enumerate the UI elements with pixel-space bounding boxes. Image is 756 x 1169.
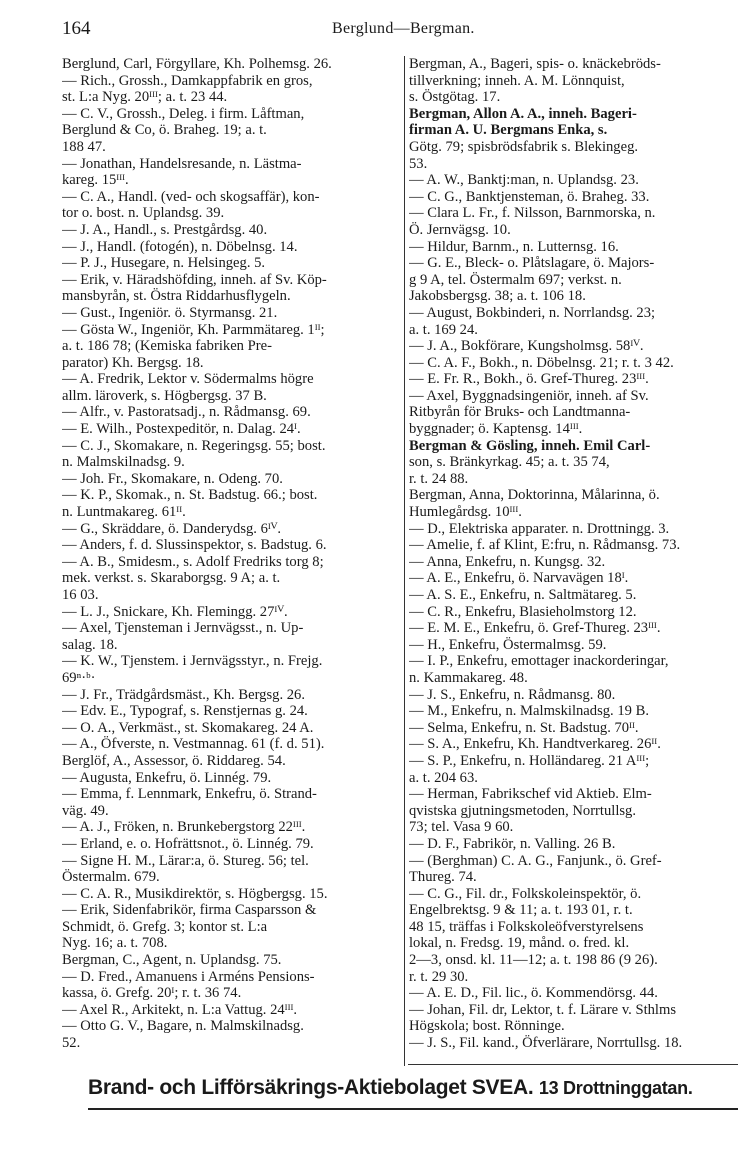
entry-line: — A. J., Fröken, n. Brunkebergstorg 22ᴵᴵᴵ.	[62, 819, 306, 836]
entry-line: son, s. Bränkyrkag. 45; a. t. 35 74,	[409, 454, 610, 471]
entry-line: kareg. 15ᴵᴵᴵ.	[62, 172, 129, 189]
entry-line: allm. läroverk, s. Högbergsg. 37 B.	[62, 387, 267, 404]
entry-line: r. t. 24 88.	[409, 470, 469, 487]
entry-line: — (Berghman) C. A. G., Fanjunk., ö. Gref-	[409, 852, 662, 869]
entry-line: — J. S., Enkefru, n. Rådmansg. 80.	[409, 686, 616, 703]
entry-line: 16 03.	[62, 587, 99, 603]
entry-line: Ö. Jernvägsg. 10.	[409, 221, 511, 238]
entry-line: — K. W., Tjenstem. i Jernvägsstyr., n. Frejg.	[62, 653, 323, 670]
entry-line: — Axel, Byggnadsingeniör, inneh. af Sv.	[409, 387, 649, 404]
entry-line: Högskola; bost. Rönninge.	[409, 1018, 565, 1035]
entry-line: st. L:a Nyg. 20ᴵᴵᴵ; a. t. 23 44.	[62, 89, 228, 106]
entry-line: — C. A. F., Bokh., n. Döbelnsg. 21; r. t. 3 42.	[409, 354, 674, 371]
entry-line: — Axel, Tjensteman i Jernvägsst., n. Up-	[62, 620, 304, 637]
entry-line: tor o. bost. n. Uplandsg. 39.	[62, 205, 225, 222]
page-number: 164	[62, 18, 91, 39]
entry-line: — C. G., Fil. dr., Folkskoleinspektör, ö.	[409, 885, 642, 902]
entry-line: — Anders, f. d. Slussinspektor, s. Badstug. 6.	[62, 537, 327, 554]
entry-line: n. Kammakareg. 48.	[409, 669, 528, 686]
entry-line: — Otto G. V., Bagare, n. Malmskilnadsg.	[62, 1018, 304, 1035]
entry-line: väg. 49.	[62, 802, 109, 819]
entry-line: — E. Wilh., Postexpeditör, n. Dalag. 24ᴵ.	[62, 421, 301, 438]
entry-line: firman A. U. Bergmans Enka, s.	[409, 122, 608, 139]
entry-line: — C. R., Enkefru, Blasieholmstorg 12.	[409, 603, 637, 620]
entry-line: — August, Bokbinderi, n. Norrlandsg. 23;	[409, 304, 656, 321]
entry-line: lokal, n. Fredsg. 19, månd. o. fred. kl.	[409, 935, 630, 952]
entry-line: — S. P., Enkefru, n. Holländareg. 21 Aᴵᴵᴵ;	[409, 752, 650, 769]
entry-line: Schmidt, ö. Grefg. 3; kontor st. L:a	[62, 918, 268, 935]
column-divider	[404, 56, 405, 1066]
entry-line: Engelbrektsg. 9 & 11; a. t. 193 01, r. t.	[409, 902, 633, 919]
entry-line: — M., Enkefru, n. Malmskilnadsg. 19 B.	[409, 703, 649, 720]
entry-line: — Anna, Enkefru, n. Kungsg. 32.	[409, 553, 606, 570]
entry-line: Ritbyrån för Bruks- och Landtmanna-	[409, 404, 631, 421]
entry-line: — Herman, Fabrikschef vid Aktieb. Elm-	[409, 786, 652, 803]
entry-line: qvistska gjutningsmetoden, Norrtullsg.	[409, 802, 637, 819]
entry-line: n. Luntmakareg. 61ᴵᴵ.	[62, 504, 186, 521]
entry-line: — Signe H. M., Lärar:a, ö. Stureg. 56; tel.	[62, 852, 309, 869]
entry-line: salag. 18.	[62, 636, 118, 653]
entry-line: — Rich., Grossh., Damkappfabrik en gros,	[62, 72, 313, 89]
entry-line: — Edv. E., Typograf, s. Renstjernas g. 24.	[62, 703, 308, 720]
entry-line: tillverkning; inneh. A. M. Lönnquist,	[409, 72, 625, 89]
entry-line: — D. F., Fabrikör, n. Valling. 26 B.	[409, 835, 616, 852]
entry-line: — Jonathan, Handelsresande, n. Lästma-	[62, 155, 302, 172]
entry-line: — K. P., Skomak., n. St. Badstug. 66.; bost.	[62, 487, 318, 504]
entry-line: Thureg. 74.	[409, 869, 477, 886]
entry-line: Berglund, Carl, Förgyllare, Kh. Polhemsg. 26.	[62, 56, 332, 72]
entry-line: — Hildur, Barnm., n. Lutternsg. 16.	[409, 238, 619, 255]
left-column	[62, 56, 404, 1052]
entry-line: — C. V., Grossh., Deleg. i firm. Låftman,	[62, 105, 305, 122]
entry-line: 2—3, onsd. kl. 11—12; a. t. 198 86 (9 26).	[409, 952, 658, 969]
entry-line: — D. Fred., Amanuens i Arméns Pensions-	[62, 968, 315, 985]
right-column	[409, 56, 749, 1052]
entry-line: byggnader; ö. Kaptensg. 14ᴵᴵᴵ.	[409, 421, 583, 438]
entry-line: — J. A., Bokförare, Kungsholmsg. 58ᴵⱽ.	[409, 338, 644, 355]
entry-line: 69ⁿ·ᵇ·	[62, 669, 96, 686]
entry-line: — Clara L. Fr., f. Nilsson, Barnmorska, n.	[409, 205, 656, 222]
entry-line: parator) Kh. Bergsg. 18.	[62, 354, 204, 371]
entry-line: 73; tel. Vasa 9 60.	[409, 819, 514, 836]
entry-line: Nyg. 16; a. t. 708.	[62, 935, 168, 952]
entry-line: — L. J., Snickare, Kh. Flemingg. 27ᴵⱽ.	[62, 603, 288, 620]
advert-address: 13 Drottninggatan.	[538, 1078, 693, 1098]
entry-line: — C. J., Skomakare, n. Regeringsg. 55; bost.	[62, 437, 326, 454]
entry-line: r. t. 29 30.	[409, 968, 469, 985]
entry-line: — Johan, Fil. dr, Lektor, t. f. Lärare v. Sthlms	[409, 1001, 677, 1018]
entry-line: — A. E., Enkefru, ö. Narvavägen 18ᴵ.	[409, 570, 629, 587]
entry-line: mek. verkst. s. Skaraborgsg. 9 A; a. t.	[62, 570, 281, 587]
entry-line: — E. M. E., Enkefru, ö. Gref-Thureg. 23ᴵᴵᴵ.	[409, 620, 661, 637]
entry-line: Jakobsbergsg. 38; a. t. 106 18.	[409, 288, 586, 305]
entry-line: 188 47.	[62, 138, 106, 155]
running-head: Berglund—Bergman.	[332, 20, 475, 37]
entry-line: — Joh. Fr., Skomakare, n. Odeng. 70.	[62, 470, 283, 487]
entry-line: — Erland, e. o. Hofrättsnot., ö. Linnég. 79.	[62, 835, 314, 852]
entry-line: — J. Fr., Trädgårdsmäst., Kh. Bergsg. 26.	[62, 686, 305, 703]
entry-line: — Augusta, Enkefru, ö. Linnég. 79.	[62, 769, 272, 786]
entry-line: — C. A. R., Musikdirektör, s. Högbergsg. 15.	[62, 885, 328, 902]
entry-line: — A. E. D., Fil. lic., ö. Kommendörsg. 44.	[409, 985, 658, 1002]
entry-line: — P. J., Husegare, n. Helsingeg. 5.	[62, 255, 266, 272]
entry-line: — I. P., Enkefru, emottager inackorderingar,	[409, 653, 669, 670]
entry-line: 48 15, träffas i Folkskoleöfverstyrelsens	[409, 918, 644, 935]
entry-line: — C. A., Handl. (ved- och skogsaffär), kon-	[62, 188, 320, 205]
entry-line: n. Malmskilnadsg. 9.	[62, 454, 185, 471]
entry-line: Östermalm. 679.	[62, 869, 160, 886]
entry-line: Berglöf, A., Assessor, ö. Riddareg. 54.	[62, 752, 286, 769]
entry-line: — Gust., Ingeniör. ö. Styrmansg. 21.	[62, 304, 278, 321]
entry-line: Bergman & Gösling, inneh. Emil Carl-	[409, 437, 651, 454]
entry-line: — H., Enkefru, Östermalmsg. 59.	[409, 636, 607, 653]
entry-line: — A., Öfverste, n. Vestmannag. 61 (f. d. 51).	[62, 736, 325, 753]
entry-line: — Gösta W., Ingeniör, Kh. Parmmätareg. 1ᴵᴵ;	[62, 321, 325, 338]
entry-line: Bergman, Anna, Doktorinna, Målarinna, ö.	[409, 487, 660, 504]
entry-line: — A. B., Smidesm., s. Adolf Fredriks torg 8;	[62, 553, 324, 570]
entry-line: kassa, ö. Grefg. 20ᴵ; r. t. 36 74.	[62, 985, 242, 1002]
entry-line: — A. W., Banktj:man, n. Uplandsg. 23.	[409, 172, 639, 189]
entry-line: — Alfr., v. Pastoratsadj., n. Rådmansg. 69.	[62, 404, 311, 421]
entry-line: 52.	[62, 1035, 81, 1052]
entry-line: — J. S., Fil. kand., Öfverlärare, Norrtullsg. 18.	[409, 1035, 683, 1052]
entry-line: a. t. 204 63.	[409, 769, 478, 786]
entry-line: Berglund & Co, ö. Braheg. 19; a. t.	[62, 122, 267, 139]
entry-line: — G., Skräddare, ö. Danderydsg. 6ᴵⱽ.	[62, 520, 282, 537]
entry-line: — J. A., Handl., s. Prestgårdsg. 40.	[62, 221, 268, 238]
entry-line: a. t. 169 24.	[409, 321, 478, 338]
entry-line: — A. Fredrik, Lektor v. Södermalms högre	[62, 371, 314, 388]
entry-line: — J., Handl. (fotogén), n. Döbelnsg. 14.	[62, 238, 298, 255]
footer-rule	[88, 1108, 738, 1110]
entry-line: — D., Elektriska apparater. n. Drottningg. 3.	[409, 520, 670, 537]
footer-advert	[88, 1076, 748, 1100]
entry-line: Bergman, C., Agent, n. Uplandsg. 75.	[62, 952, 282, 969]
entry-line: a. t. 186 78; (Kemiska fabriken Pre-	[62, 338, 272, 355]
entry-line: — Amelie, f. af Klint, E:fru, n. Rådmansg. 73.	[409, 537, 681, 554]
entry-line: Bergman, Allon A. A., inneh. Bageri-	[409, 105, 637, 122]
entry-line: Humlegårdsg. 10ᴵᴵᴵ.	[409, 504, 522, 521]
entry-line: g 9 A, tel. Östermalm 697; verkst. n.	[409, 271, 622, 288]
entry-line: — A. S. E., Enkefru, n. Saltmätareg. 5.	[409, 587, 637, 603]
entry-line: — S. A., Enkefru, Kh. Handtverkareg. 26ᴵᴵ.	[409, 736, 661, 753]
entry-line: — Erik, Sidenfabrikör, firma Casparsson &	[62, 902, 317, 919]
entry-line: s. Östgötag. 17.	[409, 89, 501, 106]
entry-line: — Selma, Enkefru, n. St. Badstug. 70ᴵᴵ.	[409, 719, 639, 736]
entry-line: — Emma, f. Lennmark, Enkefru, ö. Strand-	[62, 786, 317, 803]
entry-line: Bergman, A., Bageri, spis- o. knäckebröds-	[409, 56, 661, 72]
entry-line: — C. G., Banktjensteman, ö. Braheg. 33.	[409, 188, 650, 205]
column-end-rule	[408, 1064, 738, 1065]
advert-name: Brand- och Lifförsäkrings-Aktiebolaget SVEA.	[88, 1076, 534, 1099]
entry-line: — Axel R., Arkitekt, n. L:a Vattug. 24ᴵᴵᴵ.	[62, 1001, 298, 1018]
entry-line: — O. A., Verkmäst., st. Skomakareg. 24 A.	[62, 719, 314, 736]
entry-line: Götg. 79; spisbrödsfabrik s. Blekingeg.	[409, 138, 639, 155]
entry-line: — E. Fr. R., Bokh., ö. Gref-Thureg. 23ᴵᴵᴵ.	[409, 371, 649, 388]
entry-line: mansbyrån, st. Östra Riddarhusflygeln.	[62, 288, 291, 305]
entry-line: 53.	[409, 155, 428, 172]
page-header	[62, 18, 742, 42]
entry-line: — Erik, v. Häradshöfding, inneh. af Sv. Köp-	[62, 271, 327, 288]
entry-line: — G. E., Bleck- o. Plåtslagare, ö. Majors-	[409, 255, 655, 272]
